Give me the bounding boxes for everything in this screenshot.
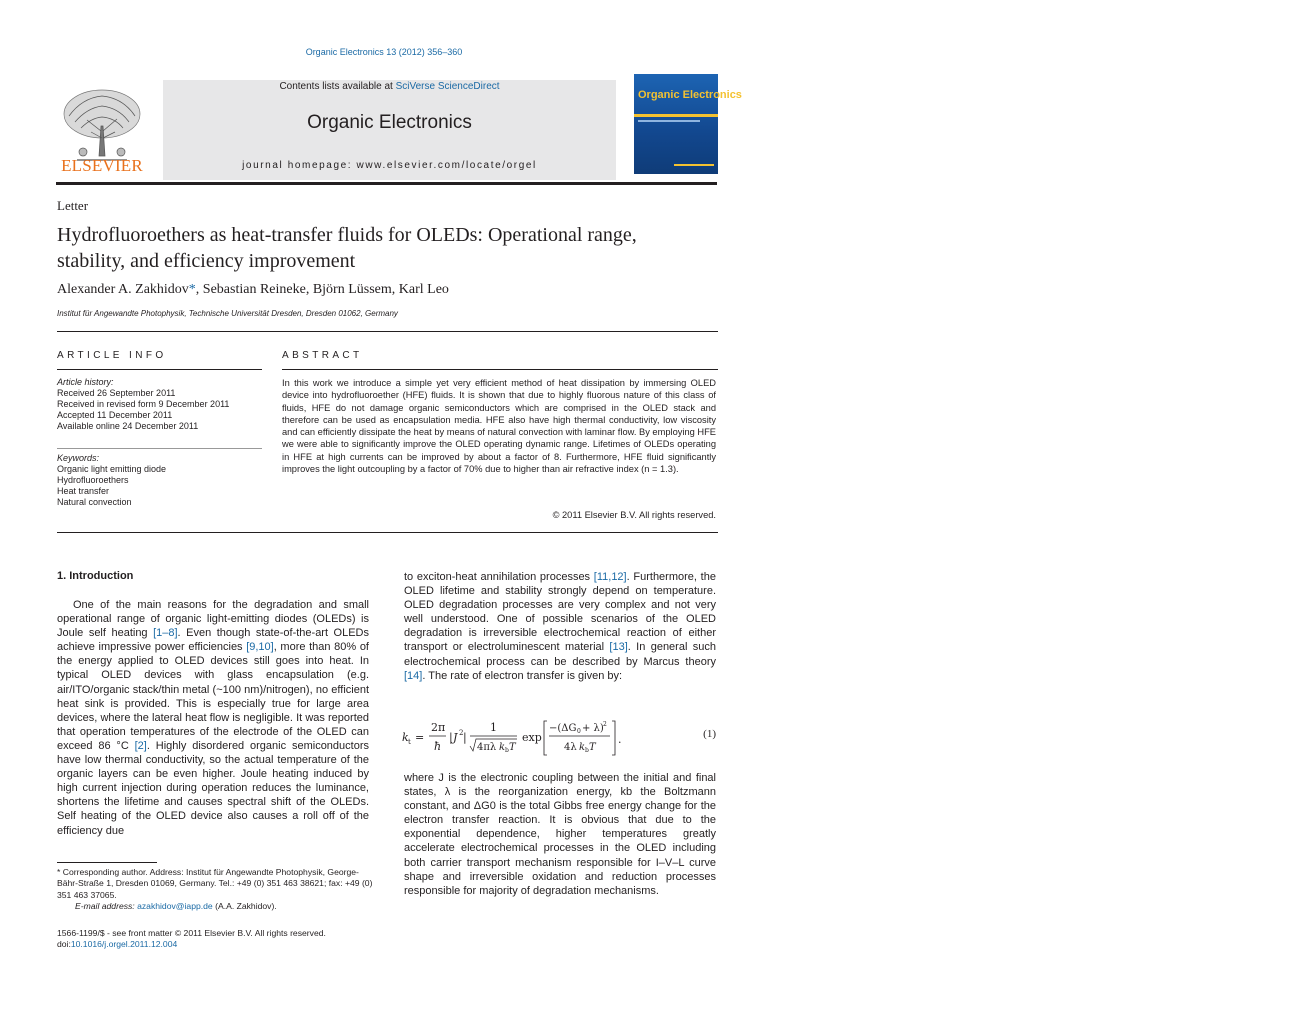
text-run: . Even though state-of-the-art OLEDs achieve impressive power efficiencies (57, 627, 370, 654)
keywords (57, 453, 267, 508)
abstract-text: In this work we introduce a simple yet very efficient method of heat dissipation by immersing OLED device into hydrofluoroether (HFE) fluids. It is shown that due to highly fluorous nature of this class of fluids, HFE do not damage organic semiconductors which are comprised in the OLED stack and therefore can be used as encapsulation media. HFE also have high thermal conductivity, low viscosity and can efficiently dissipate the heat by means of natural convection with laminar flow. By employing HFE we were able to significantly improve the OLED operating dynamic range. Lifetimes of OLEDs operating in HFE at high currents can be improved by about a factor of 8. Furthermore, HFE fluid significantly improves the light outcoupling by a factor of 70% due to higher than air refractive index (n = 1.3). (282, 378, 716, 475)
doi-label: doi: (57, 939, 71, 950)
svg-text:t: t (408, 738, 411, 746)
text-run: . Furthermore, the OLED lifetime and stability strongly depend on temperature. OLED degradation processes are very complex and not very well understood. One of possible scenarios of the OLED degradation is irreversible electrochemical reaction of either transport or electroluminescent material (404, 571, 716, 654)
doi-link[interactable]: 10.1016/j.orgel.2011.12.004 (70, 939, 178, 950)
article-type: Letter (57, 198, 89, 213)
issn-line: 1566-1199/$ - see front matter © 2011 Elsevier B.V. All rights reserved. (57, 928, 326, 938)
title-line-1: Hydrofluoroethers as heat-transfer fluids for OLEDs: Operational range, (57, 224, 637, 246)
equation-graphic (402, 718, 692, 758)
footnote-email-line (57, 901, 375, 912)
doi-line (57, 939, 375, 950)
other-authors: , Sebastian Reineke, Björn Lüssem, Karl Leo (195, 282, 449, 297)
history-item: Received in revised form 9 December 2011 (57, 399, 230, 409)
article-info-label: ARTICLE INFO (57, 350, 167, 361)
email-suffix: (A.A. Zakhidov). (212, 900, 277, 911)
keyword-item: Natural convection (57, 497, 132, 507)
svg-text:+ λ): + λ) (582, 723, 604, 734)
citation-link[interactable]: [2] (134, 739, 147, 752)
keywords-rule (57, 448, 262, 449)
intro-paragraph (57, 598, 369, 838)
cover-bar (634, 114, 718, 117)
keyword-item: Heat transfer (57, 486, 110, 496)
journal-name: Organic Electronics (307, 112, 472, 133)
svg-text:2: 2 (603, 721, 607, 728)
right-column-bottom (404, 771, 716, 898)
journal-homepage[interactable]: journal homepage: www.elsevier.com/locate/orgel (242, 160, 537, 171)
left-column (57, 598, 369, 838)
publisher-wordmark[interactable]: ELSEVIER (61, 156, 143, 175)
svg-text:b: b (585, 747, 589, 754)
article-title (57, 222, 722, 274)
svg-text:4λ: 4λ (564, 742, 577, 753)
contents-line (163, 81, 616, 92)
abstract-rule (282, 369, 718, 370)
svg-text:2: 2 (459, 729, 464, 737)
journal-reference[interactable]: Organic Electronics 13 (2012) 356–360 (305, 47, 463, 57)
author-list (57, 282, 449, 298)
contents-prefix: Contents lists available at (279, 81, 396, 92)
svg-text:ħ: ħ (434, 740, 442, 753)
text-run: . In general such electrochemical process can be described by Marcus theory (404, 641, 716, 668)
svg-text:=: = (415, 731, 425, 744)
svg-text:2π: 2π (431, 721, 446, 734)
citation-link[interactable]: [13] (609, 641, 628, 654)
svg-text:1: 1 (490, 721, 497, 734)
text-run: to exciton-heat annihilation processes (404, 571, 594, 583)
history-item: Accepted 11 December 2011 (57, 410, 173, 420)
corresponding-author-mark[interactable]: * (188, 282, 196, 297)
citation-link[interactable]: [14] (404, 669, 423, 682)
svg-text:|: | (463, 731, 467, 744)
keyword-item: Hydrofluoroethers (57, 475, 129, 485)
svg-text:J: J (453, 731, 458, 744)
abstract-label: ABSTRACT (282, 350, 363, 361)
article-info-rule (57, 369, 262, 370)
abstract-bottom-rule (57, 532, 718, 533)
keywords-label: Keywords: (57, 453, 100, 463)
history-item: Available online 24 December 2011 (57, 421, 199, 431)
marcus-equation (402, 718, 718, 758)
citation-link[interactable]: [9,10] (246, 641, 274, 654)
svg-text:−(ΔG: −(ΔG (549, 723, 577, 734)
email-label: E-mail address: (75, 900, 138, 911)
paragraph: where J is the electronic coupling between the initial and final states, λ is the reorganization energy, kb the Boltzmann constant, and ΔG0 is the total Gibbs free energy change for the electron transfer reaction. It is obvious that due to the exponential dependence, higher temperatures greatly accelerate electrochemical processes in the OLED including both carrier transport mechanism responsible for I–V–L curve shape and irreversible oxidation and reduction processes responsible for majority of degradation mechanisms. (404, 772, 716, 897)
right-column-top (404, 570, 716, 683)
text-run: , more than 80% of the energy applied to OLED devices still goes into heat. In typical OLED devices with glass encapsulation (e.g. air/ITO/organic stack/thin metal (~100 nm)/nitrogen), no efficient heat sink is provided. This is especially true for large area devices, where the lateral heat flow is negligible. It was reported that operation temperatures of the electrode of the OLED can exceed 86 °C (57, 641, 369, 752)
section-heading: 1. Introduction (57, 570, 134, 582)
svg-text:exp: exp (522, 731, 542, 744)
article-history (57, 377, 267, 432)
text-run: . Highly disordered organic semiconductors have low thermal conductivity, so the actual temperature of the organic layers can be even higher. Joule heating induced by high current injection during operation reduces the luminance, shortens the lifetime and causes spectral shift of the OLEDs. Self heating of the OLED device also causes a roll off of the efficiency due (57, 739, 369, 837)
svg-text:0: 0 (577, 728, 581, 735)
keyword-item: Organic light emitting diode (57, 464, 167, 474)
sciencedirect-link[interactable]: SciVerse ScienceDirect (395, 81, 500, 92)
text-run: . The rate of electron transfer is given by: (422, 669, 623, 682)
svg-text:T: T (509, 742, 516, 753)
svg-text:k: k (579, 742, 586, 753)
author-1[interactable]: Alexander A. Zakhidov (57, 282, 189, 297)
text-run: One of the main reasons for the degradation and small operational range of organic light-emitting diodes (OLEDs) is Joule self heating (57, 599, 369, 640)
history-label: Article history: (57, 377, 114, 387)
header-rule (56, 182, 717, 185)
title-line-2: stability, and efficiency improvement (57, 250, 356, 272)
cover-stripe (638, 120, 700, 122)
cover-title: Organic Electronics (638, 89, 742, 101)
issn-doi (57, 928, 375, 951)
history-item: Received 26 September 2011 (57, 388, 176, 398)
svg-text:T: T (589, 742, 596, 753)
paragraph (404, 570, 716, 683)
svg-text:.: . (618, 733, 622, 746)
svg-text:k: k (402, 731, 409, 744)
cover-foot-line (674, 164, 714, 166)
footnote (57, 867, 375, 912)
affiliation-rule (57, 331, 718, 332)
equation-number: (1) (703, 728, 716, 740)
citation-link[interactable]: [11,12] (593, 571, 627, 583)
svg-text:k: k (499, 742, 506, 753)
svg-text:4πλ: 4πλ (477, 742, 497, 753)
svg-text:|: | (449, 731, 453, 744)
affiliation: Institut für Angewandte Photophysik, Technische Universität Dresden, Dresden 01062, Germany (57, 309, 398, 318)
footnote-rule (57, 862, 157, 863)
journal-cover-image[interactable] (634, 74, 742, 174)
email-link[interactable]: azakhidov@iapp.de (137, 900, 213, 911)
citation-link[interactable]: [1–8] (153, 627, 178, 640)
footnote-address: * Corresponding author. Address: Institut für Angewandte Photophysik, George-Bähr-Straße 1, Dresden 01069, Germany. Tel.: +49 (0) 351 463 38621; fax: +49 (0) 351 463 37065. (57, 867, 373, 900)
svg-text:b: b (505, 747, 509, 754)
abstract-copyright: © 2011 Elsevier B.V. All rights reserved. (552, 510, 716, 520)
